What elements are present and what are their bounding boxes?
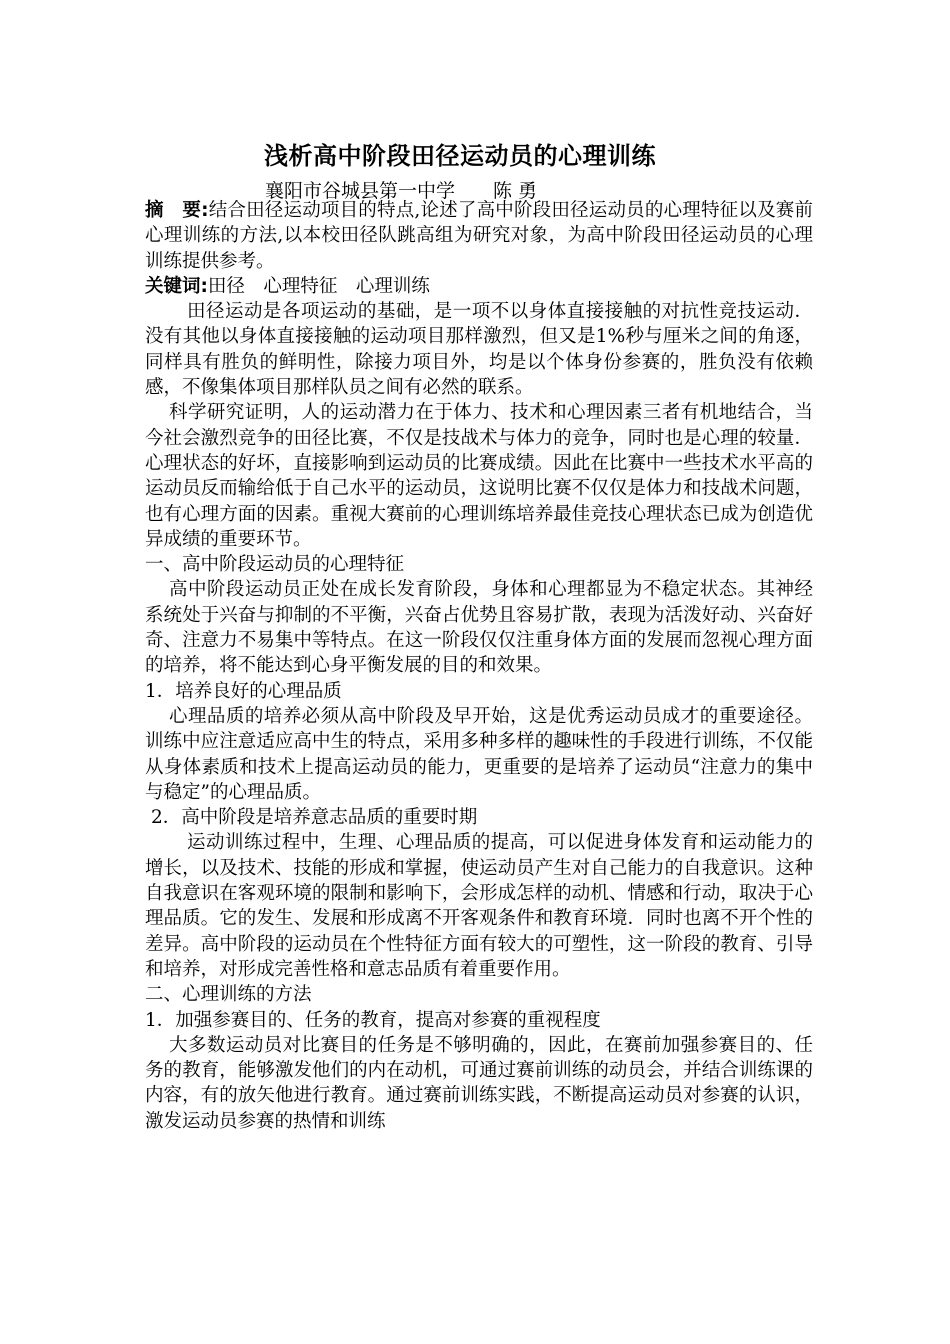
paragraph-1: 田径运动是各项运动的基础，是一项不以身体直接接触的对抗性竞技运动．没有其他以身体直接接触的运动项目那样激烈，但又是1%秒与厘米之间的角逐，同样具有胜负的鲜明性，除接力项目外，均是以个体身份参赛的，胜负没有依赖感，不像集体项目那样队员之间有必然的联系。 — [145, 301, 813, 399]
abstract — [145, 198, 813, 274]
subsection-heading-1: 1．培养良好的心理品质 — [145, 680, 342, 702]
paragraph-4: 心理品质的培养必须从高中阶段及早开始，这是优秀运动员成才的重要途径。训练中应注意适应高中生的特点，采用多种多样的趣味性的手段进行训练，不仅能从身体素质和技术上提高运动员的能力，更重要的是培养了运动员“注意力的集中与稳定”的心理品质。 — [145, 705, 813, 803]
author-line: 襄阳市谷城县第一中学 陈 勇 — [265, 180, 538, 202]
paragraph-6: 大多数运动员对比赛目的任务是不够明确的，因此，在赛前加强参赛目的、任务的教育，能够激发他们的内在动机，可通过赛前训练的动员会，并结合训练课的内容，有的放矢他进行教育。通过赛前训练实践，不断提高运动员对参赛的认识，激发运动员参赛的热情和训练 — [145, 1034, 813, 1132]
section-heading-2: 二、心理训练的方法 — [145, 984, 312, 1006]
subsection-heading-2: 2．高中阶段是培养意志品质的重要时期 — [151, 807, 478, 829]
abstract-label: 摘 要: — [145, 200, 209, 221]
keywords-label: 关键词: — [145, 275, 208, 297]
keywords — [145, 274, 813, 299]
paragraph-5: 运动训练过程中，生理、心理品质的提高，可以促进身体发育和运动能力的增长，以及技术、技能的形成和掌握，使运动员产生对自己能力的自我意识。这种自我意识在客观环境的限制和影响下，会形成怎样的动机、情感和行动，取决于心理品质。它的发生、发展和形成离不开客观条件和教育环境．同时也离不开个性的差异。高中阶段的运动员在个性特征方面有较大的可塑性，这一阶段的教育、引导和培养，对形成完善性格和意志品质有着重要作用。 — [145, 832, 813, 980]
abstract-text: 结合田径运动项目的特点,论述了高中阶段田径运动员的心理特征以及赛前心理训练的方法,以本校田径队跳高组为研究对象，为高中阶段田径运动员的心理训练提供参考。 — [145, 200, 813, 272]
paragraph-3: 高中阶段运动员正处在成长发育阶段，身体和心理都显为不稳定状态。其神经系统处于兴奋与抑制的不平衡，兴奋占优势且容易扩散，表现为活泼好动、兴奋好奇、注意力不易集中等特点。在这一阶段仅仅注重身体方面的发展而忽视心理方面的培养，将不能达到心身平衡发展的目的和效果。 — [145, 579, 813, 677]
subsection-heading-3: 1．加强参赛目的、任务的教育，提高对参赛的重视程度 — [145, 1009, 601, 1031]
document-title: 浅析高中阶段田径运动员的心理训练 — [264, 142, 656, 170]
keywords-text: 田径 心理特征 心理训练 — [207, 275, 430, 297]
paragraph-2: 科学研究证明，人的运动潜力在于体力、技术和心理因素三者有机地结合，当今社会激烈竞争的田径比赛，不仅是技战术与体力的竞争，同时也是心理的较量．心理状态的好坏，直接影响到运动员的比赛成绩。因此在比赛中一些技术水平高的运动员反而输给低于自己水平的运动员，这说明比赛不仅仅是体力和技战术问题，也有心理方面的因素。重视大赛前的心理训练培养最佳竞技心理状态已成为创造优异成绩的重要环节。 — [145, 402, 813, 550]
document-body — [145, 198, 813, 1134]
section-heading-1: 一、高中阶段运动员的心理特征 — [145, 554, 405, 576]
